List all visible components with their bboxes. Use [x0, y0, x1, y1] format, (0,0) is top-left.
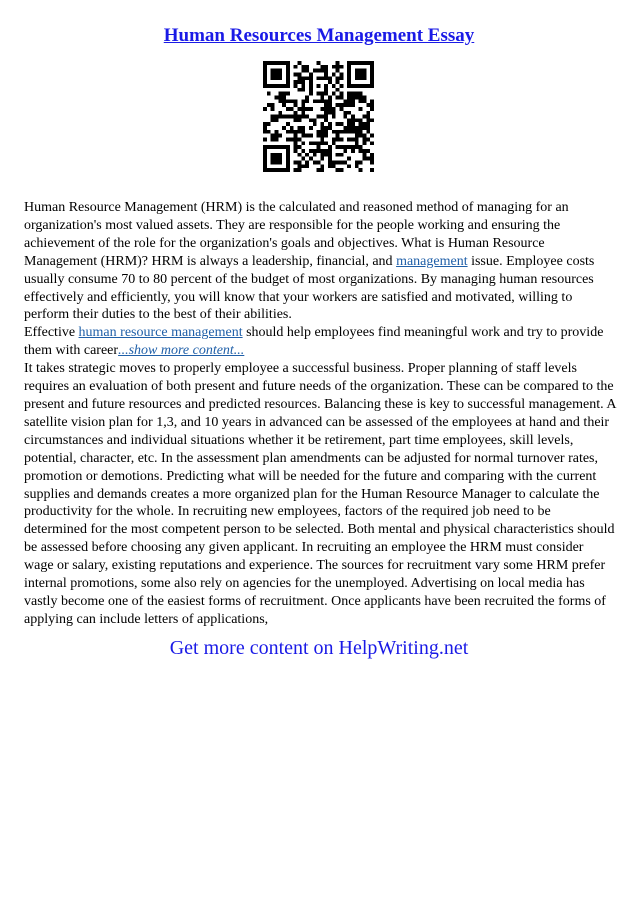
- human-resource-management-link[interactable]: human resource management: [78, 325, 243, 341]
- page-title: [0, 24, 638, 48]
- paragraph-1-end: issue. Employee costs usually consume 70 to 80 percent of the budget of most organizations. By managing human resources effectively and efficiently, you will know that your workers are satisfied and motivated, willing to perform their duties to the best of their abilities.: [24, 253, 595, 323]
- paragraph-2-end: should help employees find meaningful work and try to provide them with career: [24, 325, 604, 359]
- qr-code-icon: [263, 61, 374, 172]
- title-link[interactable]: Human Resources Management Essay: [163, 25, 475, 46]
- paragraph-3: It takes strategic moves to properly employee a successful business. Proper planning of staff levels requires an evaluation of both present and future needs of the organization. These can be compared to the present and future resources and predicted resources. Balancing these is key to successful management. A satellite vision plan for 1,3, and 10 years in advanced can be assessed of the employees at hand and their circumstances and individual situations whether it be retirement, part time employees, skill levels, potential, character, etc. In the assessment plan amendments can be adjusted for normal turnover rates, promotion or demotions. Predicting what will be needed for the future and comparing with the current supplies and demands creates a more organized plan for the Human Resource Manager to calculate the productivity for the whole. In recruiting new employees, factors of the required job need to be determined for the most competent person to be selected. Both mental and physical characteristics should be assessed before choosing any given applicant. In recruiting an employee the HRM must consider wage or salary, existing reputations and experience. The sources for recruitment vary some HRM prefer internal promotions, some also rely on agencies for the unemployed. Advertising on local media has vastly become one of the easiest forms of recruitment. Once applicants have been recruited the forms of applying can include letters of applications,: [24, 361, 616, 627]
- footer: [0, 635, 638, 661]
- paragraph-1: [24, 199, 616, 324]
- management-link[interactable]: management: [396, 253, 468, 269]
- paragraph-2: [24, 324, 616, 360]
- paragraph-2-start: Effective: [24, 325, 79, 341]
- essay-body: [24, 199, 616, 629]
- paragraph-1-text: Human Resource Management (HRM) is the calculated and reasoned method of managing for an organization's most valued assets. They are responsible for the people working and ensuring the achievement of the role for the organization's goals and objectives. What is Human Resource Management (HRM)? HRM is always a leadership, financial, and: [24, 200, 569, 269]
- show-more-link[interactable]: ...show more content...: [118, 343, 245, 359]
- get-more-content-link[interactable]: Get more content on HelpWriting.net: [169, 637, 469, 659]
